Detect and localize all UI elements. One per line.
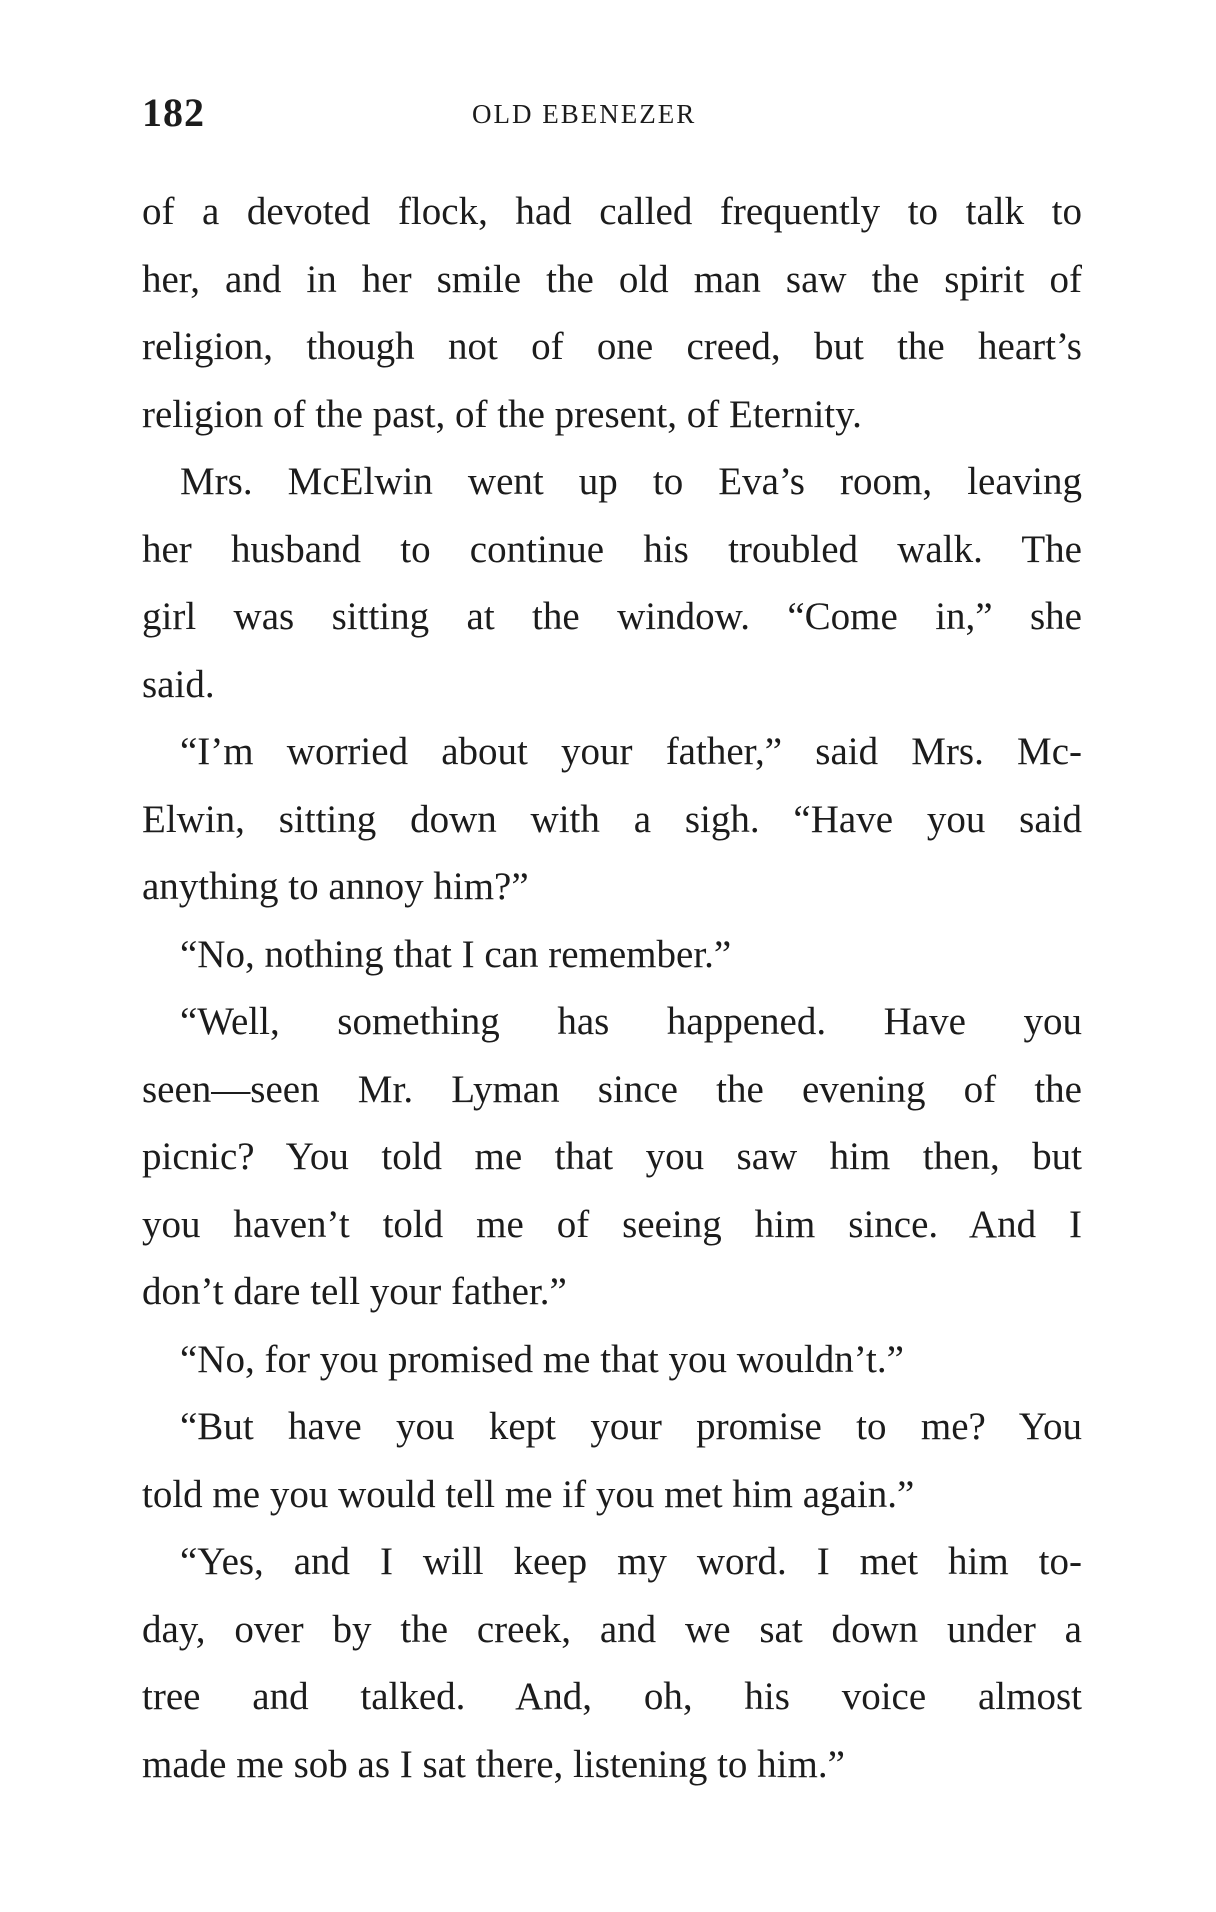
text-line: don’t dare tell your father.”	[142, 1270, 567, 1313]
text-line: told me you would tell me if you met him again.”	[142, 1472, 915, 1516]
text-line: seen—seen Mr. Lyman since the evening of the	[142, 1067, 1082, 1111]
text-line: “No, nothing that I can remember.”	[180, 932, 732, 976]
text-line: girl was sitting at the window. “Come in,” she	[142, 595, 1082, 638]
text-line: Mrs. McElwin went up to Eva’s room, leaving	[180, 460, 1082, 503]
text-line: of a devoted flock, had called frequently to talk to	[142, 190, 1082, 233]
page-number: 182	[142, 90, 205, 135]
text-line: anything to annoy him?”	[142, 865, 529, 908]
text-line: picnic? You told me that you saw him then, but	[142, 1135, 1082, 1178]
text-line: religion of the past, of the present, of Eternity.	[142, 392, 862, 436]
book-title: OLD EBENEZER	[472, 99, 697, 129]
text-line: made me sob as I sat there, listening to him.”	[142, 1742, 845, 1786]
text-line: “Yes, and I will keep my word. I met him to-	[180, 1540, 1082, 1583]
text-line: “But have you kept your promise to me? You	[180, 1405, 1082, 1448]
text-line: tree and talked. And, oh, his voice almost	[142, 1675, 1082, 1718]
text-line: “No, for you promised me that you wouldn’t.”	[180, 1337, 904, 1381]
text-line: her, and in her smile the old man saw the spirit of	[142, 257, 1082, 301]
text-line: day, over by the creek, and we sat down under a	[142, 1607, 1082, 1651]
text-line: “Well, something has happened. Have you	[180, 1000, 1082, 1043]
running-head	[142, 88, 1082, 138]
text-line: you haven’t told me of seeing him since. And I	[142, 1202, 1082, 1246]
text-line: Elwin, sitting down with a sigh. “Have you said	[142, 797, 1082, 841]
text-line: her husband to continue his troubled walk. The	[142, 527, 1082, 571]
text-line: said.	[142, 662, 215, 706]
body-text	[142, 178, 1082, 1798]
text-line: religion, though not of one creed, but the heart’s	[142, 325, 1082, 368]
text-line: “I’m worried about your father,” said Mrs. Mc-	[180, 730, 1082, 773]
